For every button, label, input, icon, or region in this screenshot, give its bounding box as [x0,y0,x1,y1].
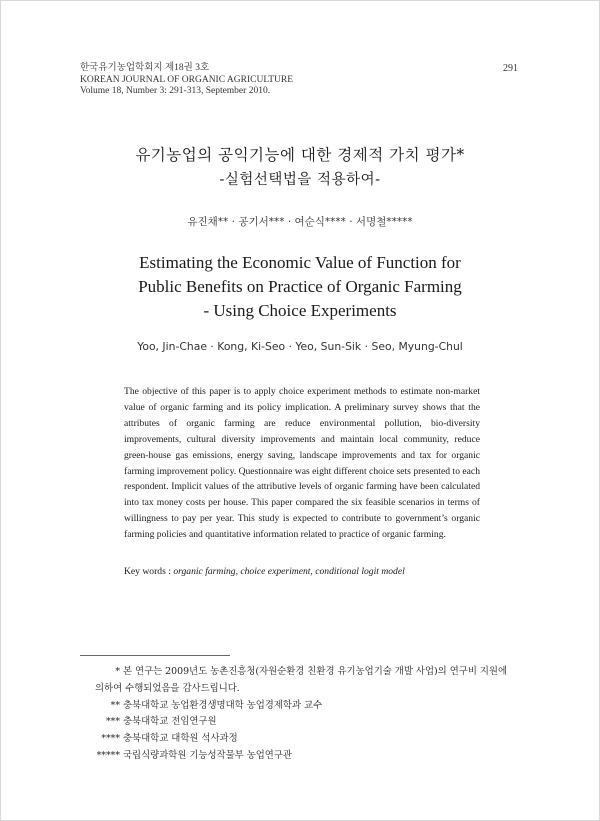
footnote-author-4 [80,748,507,765]
footnote-mark: ** [110,699,120,711]
footnote-mark: **** [101,733,120,745]
korean-authors: 유진채** · 공기서*** · 여순식**** · 서명철***** [187,216,413,228]
footnote-mark: * [115,666,120,677]
journal-title-korean: 한국유기농업학회지 제18권 3호 [80,63,210,73]
footnote-author-3 [80,731,507,748]
page-number: 291 [503,63,518,74]
footnote-author-2 [80,714,507,731]
english-title-line-1: Estimating the Economic Value of Function for [139,253,461,272]
footnote-author-1 [80,698,507,715]
korean-title: 유기농업의 공익기능에 대한 경제적 가치 평가* [135,146,465,164]
footnote-text: 충북대학교 전임연구원 [123,716,217,728]
journal-title-english: KOREAN JOURNAL OF ORGANIC AGRICULTURE [80,74,294,85]
english-title-line-3: - Using Choice Experiments [203,301,397,320]
english-authors: Yoo, Jin-Chae · Kong, Ki-Seo · Yeo, Sun-Sik · Seo, Myung-Chul [137,340,463,353]
footnote-acknowledgement [80,664,507,681]
footnote-mark: ***** [96,749,120,761]
footnote-text: 의하여 수행되었음을 감사드립니다. [95,682,240,694]
footnote-acknowledgement-continued [80,681,507,698]
footnote-text: 본 연구는 2009년도 농촌진흥청(자원순환경 친환경 유기농업기술 개발 사업)의 연구비 지원에 [123,666,508,677]
korean-subtitle: -실험선택법을 적용하여- [219,172,381,188]
footnote-text: 국립식량과학원 기능성작물부 농업연구관 [123,749,292,761]
english-title [0,251,600,323]
footnote-mark: *** [105,716,120,728]
keywords-list: organic farming, choice experiment, conditional logit model [173,566,405,577]
english-title-line-2: Public Benefits on Practice of Organic Farming [138,277,462,296]
footnote-text: 충북대학교 농업환경생명대학 농업경제학과 교수 [123,699,323,711]
keywords [124,566,405,577]
abstract-text: The objective of this paper is to apply choice experiment methods to estimate non-market value of organic farming and its policy implication. A preliminary survey shows that the attributes of organic farming are reduce environmental pollution, bio-diversity improvements, cultural diversity improvements and maintain local community, reduce green-house gas emissions, energy saving, landscape improvements and tax for organic farming improvement policy. Questionnaire was eight different choice sets presented to each respondent. Implicit values of the attributive levels of organic farming have been calculated into tax money costs per house. This paper compared the six feasible scenarios in terms of willingness to pay per year. This study is expected to contribute to government’s organic farming policies and quantitative information related to practice of organic farming. [124,386,480,541]
journal-header [80,63,293,98]
keywords-label: Key words : [124,566,171,577]
footnote-text: 충북대학교 대학원 석사과정 [123,733,238,745]
footnote-divider [80,655,230,656]
footnotes [80,664,507,765]
volume-info: Volume 18, Number 3: 291-313, September 2010. [80,86,271,96]
